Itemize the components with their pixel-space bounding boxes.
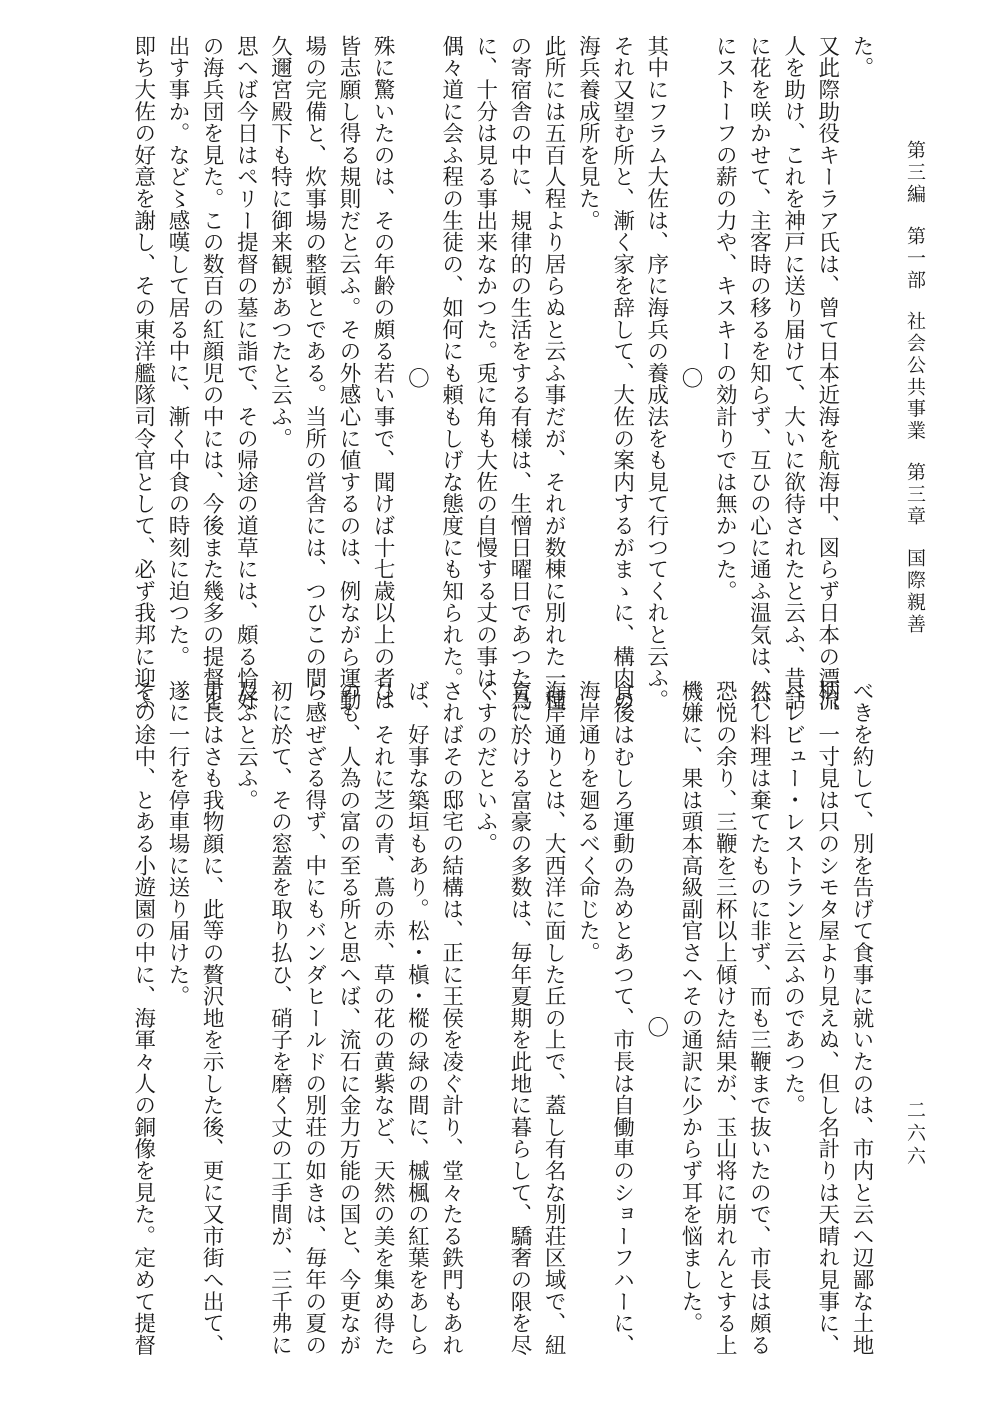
text-column: 柄、一寸見は只のシモタ屋より見えぬ、但し名計りは天晴れ見事に、 [814, 680, 840, 1356]
text-column: 市長はさも我物顔に、此等の贅沢地を示した後、更に又市街へ出て、 [199, 680, 225, 1356]
text-column: 場の完備と、炊事場の整頓とである。当所の営舎には、つひこの間、 [301, 35, 327, 711]
header-part: 第三編 [904, 140, 926, 206]
header-chapter: 第三章 [904, 462, 926, 528]
text-column: の寄宿舎の中に、規律的の生活をする有様は、生憎日曜日であつた為 [506, 35, 532, 711]
text-column: 遂に一行を停車場に送り届けた。 [164, 680, 190, 1007]
text-column: 人を助け、これを神戸に送り届けて、大いに欲待されたと云ふ、昔話 [780, 35, 806, 711]
running-header [905, 140, 924, 760]
text-column: 久邇宮殿下も特に御来観があつたと云ふ。 [267, 35, 293, 450]
header-section-title: 社会公共事業 [904, 311, 926, 443]
text-column: ひ、それに芝の青、蔦の赤、草の花の黄紫など、天然の美を集め得た [370, 680, 396, 1356]
text-column: 出す事か。など〻感嘆して居る中に、漸く中食の時刻に迫つた。 [164, 35, 190, 668]
text-column: 又此際助役キーラア氏は、曾て日本近海を航海中、図らず日本の漂流 [814, 35, 840, 711]
section-marker: 〇 [643, 1015, 669, 1038]
page-number: 二六六 [904, 1100, 926, 1169]
text-column: ば、好事な築垣もあり。松・槇・樅の緑の間に、槭楓の紅葉をあしら [404, 680, 430, 1356]
text-column: さればその邸宅の結構は、正に王侯を凌ぐ計り、堂々たる鉄門もあれ [438, 680, 464, 1356]
header-chapter-title: 国際親善 [904, 547, 926, 636]
text-column: 然し料理は棄てたものに非ず、而も三鞭まで抜いたので、市長は頗る [746, 680, 772, 1356]
text-column: 初に於て、その窓蓋を取り払ひ、硝子を磨く丈の工手間が、三千弗に [267, 680, 293, 1356]
text-column: の海兵団を見た。この数百の紅顔児の中には、今後また幾多の提督を [199, 35, 225, 711]
section-marker: 〇 [677, 366, 703, 389]
text-column: 食後はむしろ運動の為めとあつて、市長は自働車のショーフハーに、 [609, 680, 635, 1356]
text-column: 海岸通りを廻るべく命じた。 [575, 680, 601, 964]
section-marker: 〇 [404, 366, 430, 389]
text-column: のも、人為の富の至る所と思へば、流石に金力万能の国と、今更なが [335, 680, 361, 1356]
text-column: にストーフの薪の力や、キスキーの効計りでは無かつた。 [712, 35, 738, 602]
text-column: 其中にフラム大佐は、序に海兵の養成法をも見て行つてくれと云ふ。 [643, 35, 669, 711]
text-column: 思へば今日はペリー提督の墓に詣で、その帰途の道草には、頗る恰好 [233, 35, 259, 711]
text-column: ら感ぜざる得ず、中にもバンダヒールドの別荘の如きは、毎年の夏の [301, 680, 327, 1356]
text-column: 海兵養成所を見た。 [575, 35, 601, 232]
text-column: 育に於ける富豪の多数は、毎年夏期を此地に暮らして、驕奢の限を尽 [506, 680, 532, 1356]
text-column: 殊に驚いたのは、その年齢の頗る若い事で、聞けば十七歳以上の者は [370, 35, 396, 711]
lower-text-block [88, 680, 878, 1356]
text-column: た。 [849, 35, 874, 79]
text-column: それ又望む所と、漸く家を辞して、大佐の案内するがまゝに、構内の [609, 35, 635, 711]
text-column: くすのだといふ。 [472, 680, 498, 855]
text-column: 機嫌に、果は頭本高級副官さへその通訳に少からず耳を悩ました。 [677, 680, 703, 1334]
text-column: 偶々道に会ふ程の生徒の、如何にも頼もしげな態度にも知られた。 [438, 35, 464, 689]
text-column: 海岸通りとは、大西洋に面した丘の上で、蓋し有名な別荘区域で、紐 [541, 680, 567, 1356]
upper-text-block [88, 35, 878, 711]
text-column: に、十分は見る事出来なかつた。兎に角も大佐の自慢する丈の事は、 [472, 35, 498, 711]
text-column: に花を咲かせて、主客時の移るを知らず、互ひの心に通ふ温気は、只 [746, 35, 772, 711]
text-column: ベレビュー・レストランと云ふのであつた。 [780, 680, 806, 1116]
text-column: べきを約して、別を告げて食事に就いたのは、市内と云へ辺鄙な土地 [849, 680, 874, 1356]
text-column: 及ぶと云ふ。 [233, 680, 259, 811]
text-column: 即ち大佐の好意を謝し、その東洋艦隊司令官として、必ず我邦に迎ふ [130, 35, 156, 711]
text-column: 恐悦の余り、三鞭を三杯以上傾けた結果が、玉山将に崩れんとする上 [712, 680, 738, 1356]
header-section: 第一部 [904, 225, 926, 292]
text-column: その途中、とある小遊園の中に、海軍々人の銅像を見た。定めて提督 [130, 680, 156, 1356]
text-column: 此所には五百人程より居らぬと云ふ事だが、それが数棟に別れた一種 [541, 35, 567, 711]
text-column: 皆志願し得る規則だと云ふ。その外感心に値するのは、例ながら運動 [335, 35, 361, 711]
